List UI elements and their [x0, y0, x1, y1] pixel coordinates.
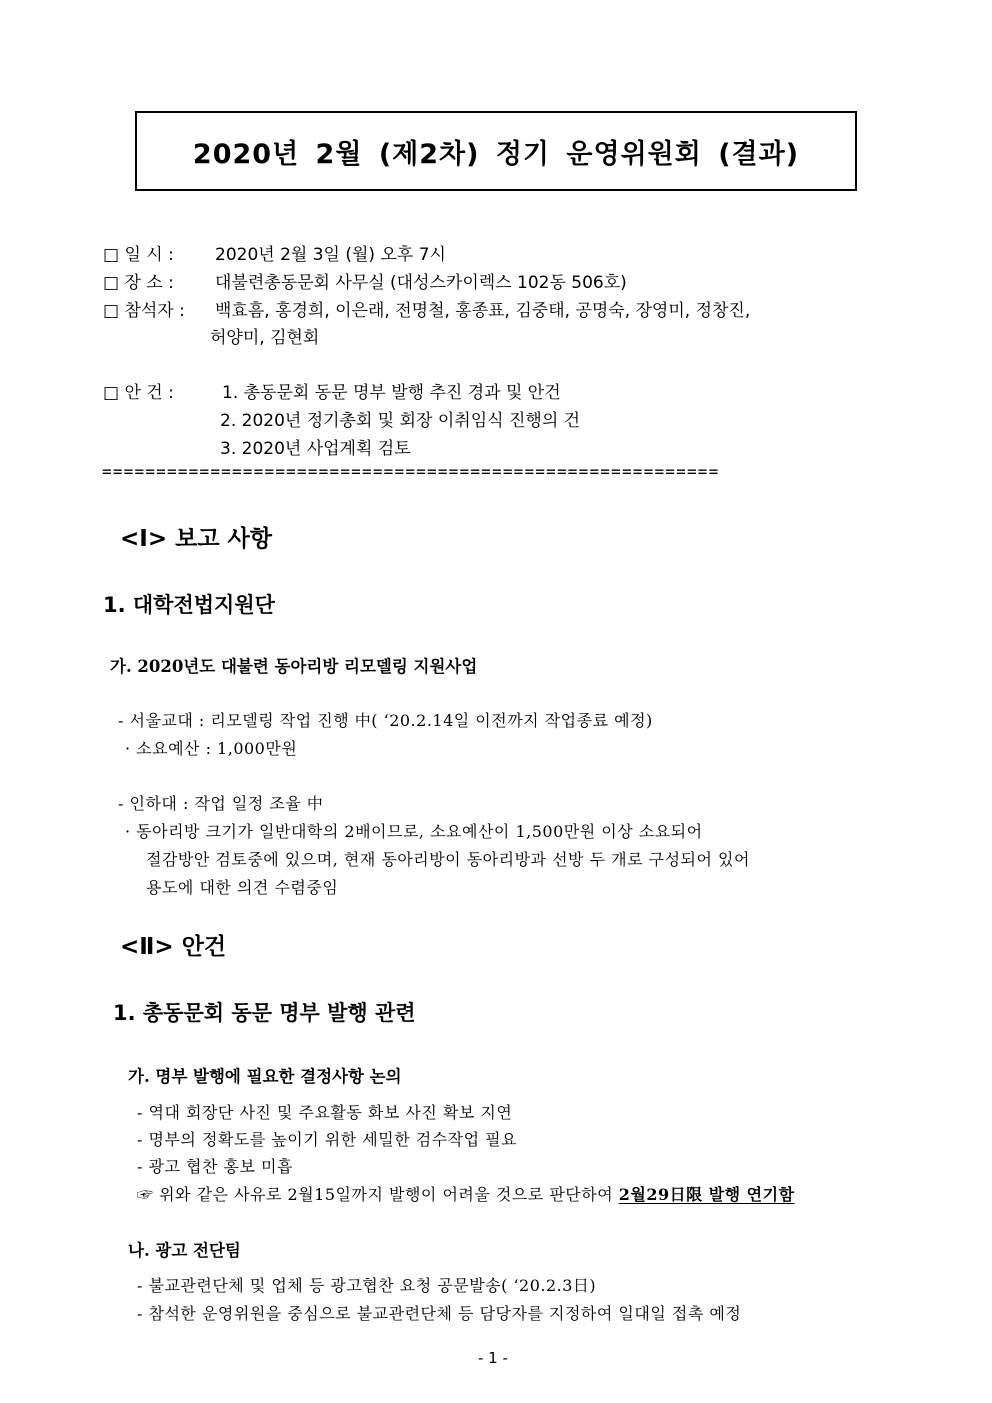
agenda-ga-line-1: - 역대 회장단 사진 및 주요활동 화보 사진 확보 지연 — [137, 1103, 513, 1122]
report-inha-detail-3: 용도에 대한 의견 수렴중임 — [146, 878, 339, 897]
meta-agenda-item-1: 1. 총동문회 동문 명부 발행 추진 경과 및 안건 — [222, 383, 561, 403]
meta-attendees-line2: 허양미, 김현회 — [210, 328, 320, 348]
page-number: - 1 - — [478, 1349, 508, 1367]
meta-date-label: □ 일 시 : — [103, 245, 174, 265]
report-inha-detail-2: 절감방안 검토중에 있으며, 현재 동아리방이 동아리방과 선방 두 개로 구성되어 있어 — [146, 850, 750, 869]
agenda-ga-conclusion — [137, 1182, 795, 1205]
meta-attendees-label: □ 참석자 : — [103, 301, 185, 321]
agenda-sub-heading-1: 1. 총동문회 동문 명부 발행 관련 — [113, 1001, 416, 1025]
report-sub-heading-1: 1. 대학전법지원단 — [103, 593, 275, 617]
agenda-na-line-2: - 참석한 운영위원을 중심으로 불교관련단체 등 담당자를 지정하여 일대일 접촉 예정 — [137, 1304, 742, 1323]
page-title: 2020년 2월 (제2차) 정기 운영위원회 (결과) — [192, 138, 800, 170]
report-inha-detail-1: · 동아리방 크기가 일반대학의 2배이므로, 소요예산이 1,500만원 이상 소요되어 — [125, 822, 703, 841]
agenda-ga-conclusion-emphasis: 2월29日限 발행 연기함 — [618, 1185, 795, 1204]
meta-agenda-item-3: 3. 2020년 사업계획 검토 — [220, 439, 411, 459]
agenda-item-na: 나. 광고 전단팀 — [128, 1241, 241, 1260]
agenda-na-line-1: - 불교관련단체 및 업체 등 광고협찬 요청 공문발송( ‘20.2.3日) — [137, 1276, 597, 1295]
section-heading-report: <Ⅰ> 보고 사항 — [120, 526, 272, 552]
agenda-item-ga: 가. 명부 발행에 필요한 결정사항 논의 — [128, 1067, 402, 1086]
meta-place-label: □ 장 소 : — [103, 273, 174, 293]
title-box — [135, 111, 857, 191]
report-item-ga: 가. 2020년도 대불련 동아리방 리모델링 지원사업 — [110, 657, 478, 676]
section-heading-agenda: <Ⅱ> 안건 — [120, 934, 227, 960]
agenda-ga-line-3: - 광고 협찬 홍보 미흡 — [137, 1157, 293, 1176]
meta-date-value: 2020년 2월 3일 (월) 오후 7시 — [215, 245, 446, 265]
agenda-ga-conclusion-text: ☞ 위와 같은 사유로 2월15일까지 발행이 어려울 것으로 판단하여 — [137, 1185, 619, 1204]
report-seoul-line: - 서울교대 : 리모델링 작업 진행 中( ‘20.2.14일 이전까지 작업종료 예정) — [118, 711, 653, 730]
meta-agenda-label: □ 안 건 : — [103, 383, 174, 403]
separator-line: ========================================================= — [102, 462, 720, 481]
meta-agenda-item-2: 2. 2020년 정기총회 및 회장 이취임식 진행의 건 — [220, 411, 581, 431]
meta-place-value: 대불련총동문회 사무실 (대성스카이렉스 102동 506호) — [215, 273, 627, 293]
report-seoul-budget: · 소요예산 : 1,000만원 — [125, 739, 298, 758]
meta-date-row — [103, 240, 174, 265]
meta-attendees-line1: 백효흠, 홍경희, 이은래, 전명철, 홍종표, 김중태, 공명숙, 장영미, 정창진, — [215, 301, 751, 321]
report-inha-line: - 인하대 : 작업 일정 조율 中 — [118, 794, 324, 813]
agenda-ga-line-2: - 명부의 정확도를 높이기 위한 세밀한 검수작업 필요 — [137, 1130, 518, 1149]
